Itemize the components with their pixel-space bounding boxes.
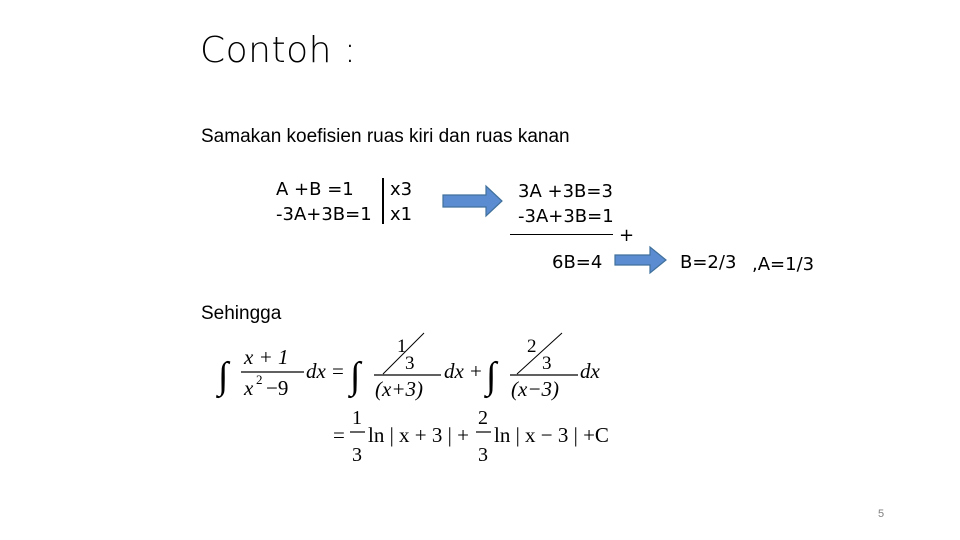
lhs-numerator: x + 1 [244, 345, 289, 369]
term2-slash [517, 333, 562, 374]
solution-b: B=2/3 [680, 252, 737, 273]
result2-body: ln | x − 3 | +C [494, 423, 609, 447]
multiplier-2: x1 [390, 204, 413, 225]
lhs-den-base: x [244, 376, 254, 400]
term1-dx: dx [444, 359, 464, 383]
instruction-text: Samakan koefisien ruas kiri dan ruas kanan [201, 126, 570, 147]
page-number: 5 [878, 508, 885, 520]
result1-den: 3 [352, 444, 362, 466]
term1-num-top: 1 [397, 336, 407, 357]
result1-num: 1 [352, 407, 362, 429]
term2-dx: dx [580, 359, 600, 383]
lhs-dx: dx [306, 359, 326, 383]
system-row-2: -3A+3B=1 [276, 204, 372, 225]
lhs-den-rest: −9 [266, 376, 289, 400]
integral-sign: ∫ [218, 355, 229, 397]
arrow-right-icon [615, 247, 666, 273]
sehingga-label: Sehingga [201, 303, 282, 324]
sum-result: 6B=4 [552, 252, 603, 273]
arrow-right-icon [443, 186, 502, 216]
lhs-equals: = [332, 359, 344, 383]
plus-sign: + [619, 225, 635, 246]
lhs-den-exp: 2 [256, 372, 263, 387]
term2-den: (x−3) [511, 377, 559, 401]
term2-num-top: 2 [527, 336, 537, 357]
multiplier-1: x3 [390, 179, 413, 200]
slide-title: Contoh : [200, 30, 357, 71]
scaled-row-1: 3A +3B=3 [518, 181, 613, 202]
integral-sign: ∫ [486, 355, 497, 397]
result1-body: ln | x + 3 | + [368, 423, 469, 447]
term1-den: (x+3) [375, 377, 423, 401]
term1-num-bot: 3 [405, 353, 415, 374]
result2-num: 2 [478, 407, 488, 429]
system-row-1: A +B =1 [276, 179, 354, 200]
term2-num-bot: 3 [542, 353, 552, 374]
term1-plus: + [470, 359, 482, 383]
result2-den: 3 [478, 444, 488, 466]
scaled-row-2: -3A+3B=1 [518, 206, 614, 227]
integral-sign: ∫ [350, 355, 361, 397]
result-equals: = [333, 423, 345, 447]
solution-a: ,A=1/3 [752, 254, 815, 275]
